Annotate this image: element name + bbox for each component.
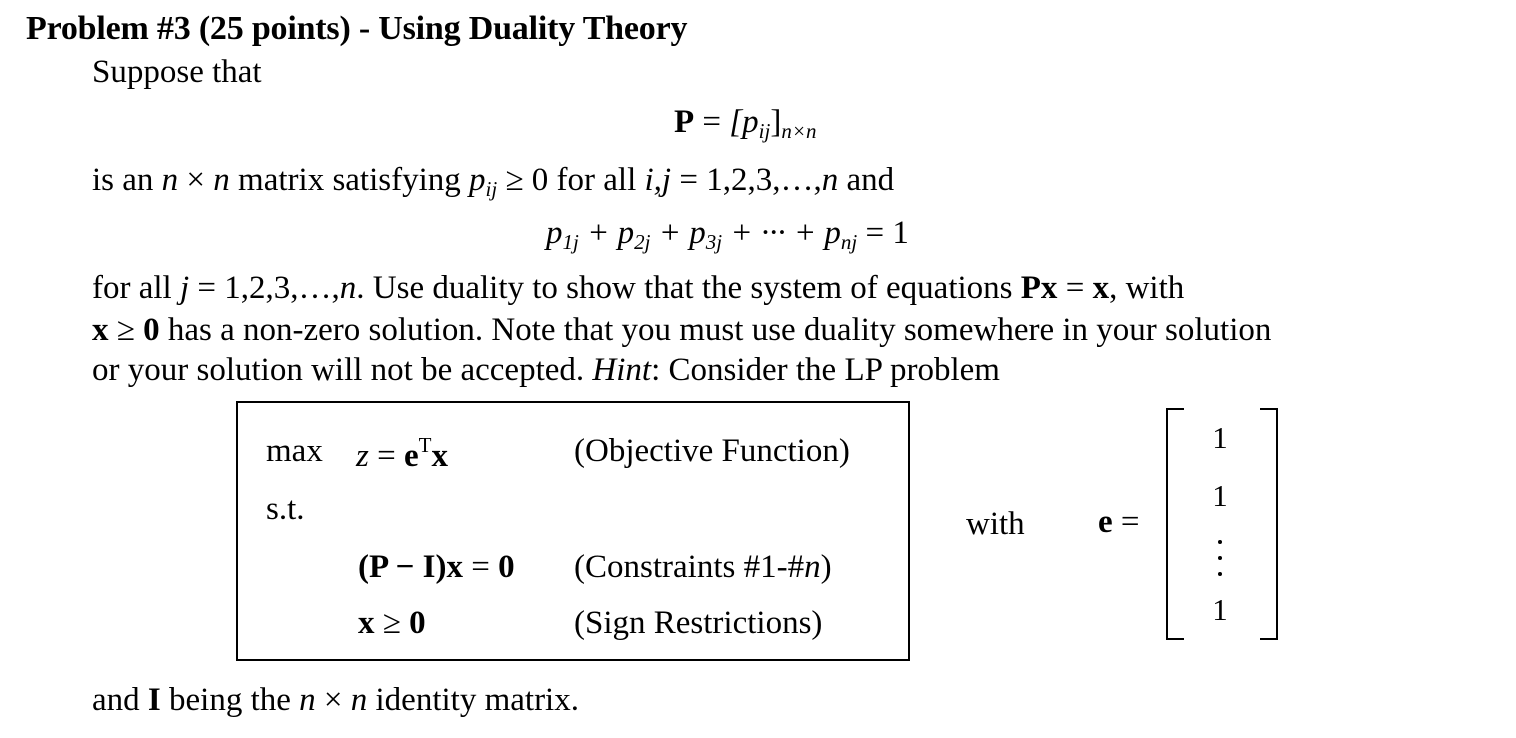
lp-obj-T: T — [418, 433, 432, 457]
closing-times: × — [315, 682, 351, 718]
line2-end: and — [838, 162, 895, 198]
sum-term-1: p — [546, 215, 563, 251]
lp-con-rhs: 0 — [498, 549, 515, 585]
sum-term-2: + p — [578, 215, 635, 251]
p2-geq: ≥ — [108, 312, 144, 348]
sum-term-3: + p — [650, 215, 706, 251]
lp-obj-z: z — [356, 438, 369, 474]
intro-text: Suppose that — [92, 54, 262, 90]
p2-x: x — [92, 312, 109, 348]
line2-mid: matrix satisfying — [229, 162, 470, 198]
line2-n3: n — [821, 162, 839, 198]
closing-mid: being the — [160, 682, 300, 718]
p1-range: = 1,2,3,…, — [189, 270, 340, 306]
lp-st-label: s.t. — [266, 491, 305, 527]
paragraph-line-1 — [92, 268, 1184, 308]
matrix-condition-line — [92, 160, 894, 209]
paragraph-line-2 — [92, 310, 1271, 350]
e-vector-eq: = — [1112, 504, 1140, 540]
e-vector-name: e — [1098, 504, 1113, 540]
lp-sign-geq: ≥ — [374, 605, 410, 641]
p1-eq: = — [1057, 270, 1093, 306]
vector-left-bracket — [1166, 408, 1184, 640]
lp-con-label-n: n — [804, 549, 821, 585]
sum-term-2-sub: 2j — [634, 230, 651, 254]
column-sum-equation — [546, 215, 909, 255]
line2-ij: i,j — [644, 162, 672, 198]
lp-con-eq: = — [462, 549, 499, 585]
sum-term-1-sub: 1j — [562, 230, 579, 254]
matrix-entry-subscript: ij — [758, 119, 771, 143]
lp-obj-eq: = — [368, 438, 404, 474]
vector-entry-1: 1 — [1212, 420, 1228, 455]
p3-rest: : Consider the LP problem — [651, 352, 1000, 388]
line2-range: = 1,2,3,…, — [671, 162, 822, 198]
paragraph-line-3 — [92, 350, 1000, 390]
e-vector-lhs — [1098, 504, 1140, 541]
lp-constraint — [358, 549, 515, 586]
closing-I: I — [147, 682, 161, 718]
closing-n2: n — [350, 682, 368, 718]
vector-right-bracket — [1260, 408, 1278, 640]
closing-post: identity matrix. — [367, 682, 579, 718]
p2-rest: has a non-zero solution. Note that you must use duality somewhere in your solution — [159, 312, 1272, 348]
matrix-p-symbol: P — [674, 104, 695, 140]
line2-n1: n — [161, 162, 179, 198]
line2-cond: ≥ 0 for all — [497, 162, 645, 198]
sum-term-3-sub: 3j — [705, 230, 723, 254]
p1-n: n — [339, 270, 357, 306]
lp-con-lhs: (P − I)x — [358, 549, 463, 585]
equals-sign: = — [694, 104, 730, 140]
line2-n2: n — [213, 162, 230, 198]
lp-sign-restriction — [358, 605, 426, 642]
p1-j: j — [179, 270, 190, 306]
vector-entry-n: 1 — [1212, 592, 1228, 627]
p1-end: , with — [1109, 270, 1185, 306]
p3-hint: Hint — [592, 352, 652, 388]
with-label: with — [966, 506, 1025, 542]
p1-Px: Px — [1020, 270, 1058, 306]
matrix-close-bracket: ] — [770, 104, 782, 140]
p2-zero: 0 — [143, 312, 160, 348]
matrix-size-subscript: n×n — [781, 119, 817, 143]
p1-pre: for all — [92, 270, 180, 306]
sum-dots: + ··· + p — [722, 215, 841, 251]
lp-sign-x: x — [358, 605, 375, 641]
lp-objective-label: (Objective Function) — [574, 433, 850, 469]
line2-p: p — [469, 162, 486, 198]
lp-obj-e: e — [403, 438, 419, 474]
sum-rhs: = 1 — [857, 215, 909, 251]
vector-entry-2: 1 — [1212, 478, 1228, 513]
vector-vdots — [1196, 540, 1244, 576]
lp-objective — [356, 433, 448, 475]
matrix-entry: [p — [729, 104, 759, 140]
lp-con-label-post: ) — [820, 549, 832, 585]
p1-mid: . Use duality to show that the system of equations — [356, 270, 1021, 306]
line2-p-sub: ij — [485, 177, 498, 201]
closing-n1: n — [299, 682, 316, 718]
lp-sign-zero: 0 — [409, 605, 426, 641]
closing-pre: and — [92, 682, 148, 718]
lp-con-label-pre: (Constraints #1-# — [574, 549, 805, 585]
line2-pre: is an — [92, 162, 162, 198]
lp-max-label: max — [266, 433, 323, 469]
matrix-definition — [674, 104, 816, 144]
lp-problem-box — [236, 401, 910, 661]
closing-line — [92, 680, 579, 720]
problem-heading: Problem #3 (25 points) - Using Duality Theory — [26, 10, 688, 47]
lp-obj-x: x — [431, 438, 448, 474]
lp-constraint-label — [574, 549, 832, 586]
sum-term-n-sub: nj — [840, 230, 858, 254]
p1-x: x — [1092, 270, 1110, 306]
lp-sign-label: (Sign Restrictions) — [574, 605, 823, 641]
line2-times: × — [178, 162, 214, 198]
p3-pre: or your solution will not be accepted. — [92, 352, 593, 388]
